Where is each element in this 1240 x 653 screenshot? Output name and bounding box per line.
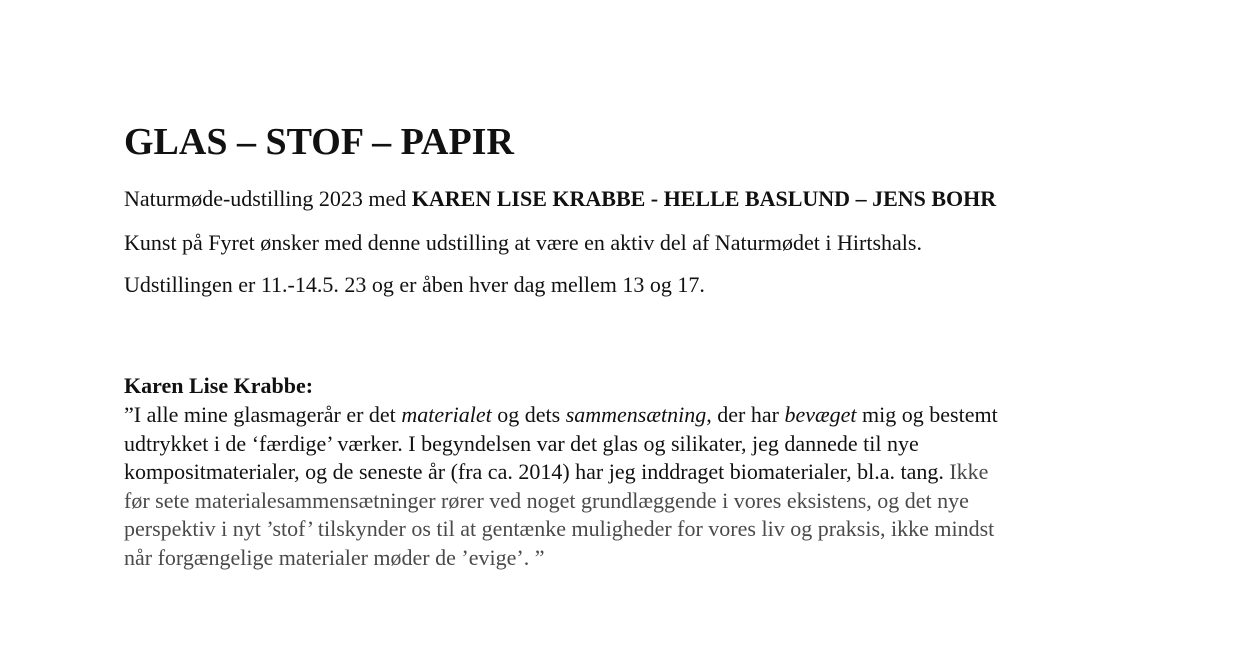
dates-line: Udstillingen er 11.-14.5. 23 og er åben hver dag mellem 13 og 17. <box>124 272 705 297</box>
quote-emphasis: bevæget <box>784 402 857 427</box>
quote-line-1 <box>124 401 1124 430</box>
quote-text: og dets <box>491 402 566 427</box>
quote-line-2: udtrykket i de ‘færdige’ værker. I begyndelsen var det glas og silikater, jeg dannede til nye <box>124 430 919 456</box>
purpose-line: Kunst på Fyret ønsker med denne udstilling at være en aktiv del af Naturmødet i Hirtshals. <box>124 230 922 255</box>
intro-lead: Naturmøde-udstilling 2023 med <box>124 186 412 211</box>
quote-text: mig og bestemt <box>856 402 998 427</box>
quote-text: , der har <box>706 402 785 427</box>
quote-line-6: når forgængelige materialer møder de ’evige’. ” <box>124 544 545 570</box>
artist-quote <box>124 401 1124 573</box>
quote-text: Ikke <box>943 459 989 485</box>
quote-line-5: perspektiv i nyt ’stof’ tilskynder os til at gentænke muligheder for vores liv og praksis, ikke mindst <box>124 516 995 542</box>
quote-emphasis: sammensætning <box>565 402 707 427</box>
quote-emphasis: materialet <box>401 402 492 427</box>
document-title: GLAS – STOF – PAPIR <box>124 121 514 163</box>
quote-line-3 <box>124 458 1124 487</box>
intro-line <box>124 185 996 213</box>
quote-text: kompositmaterialer, og de seneste år (fra ca. 2014) har jeg inddraget biomaterialer, bl.a. tang. <box>124 459 944 485</box>
quote-line-4: før sete materialesammensætninger rører ved noget grundlæggende i vores eksistens, og det nye <box>124 487 969 513</box>
artist-names: KAREN LISE KRABBE - HELLE BASLUND – JENS BOHR <box>411 186 997 211</box>
quote-text: ”I alle mine glasmagerår er det <box>124 402 402 427</box>
artist-section-heading: Karen Lise Krabbe: <box>124 373 314 398</box>
